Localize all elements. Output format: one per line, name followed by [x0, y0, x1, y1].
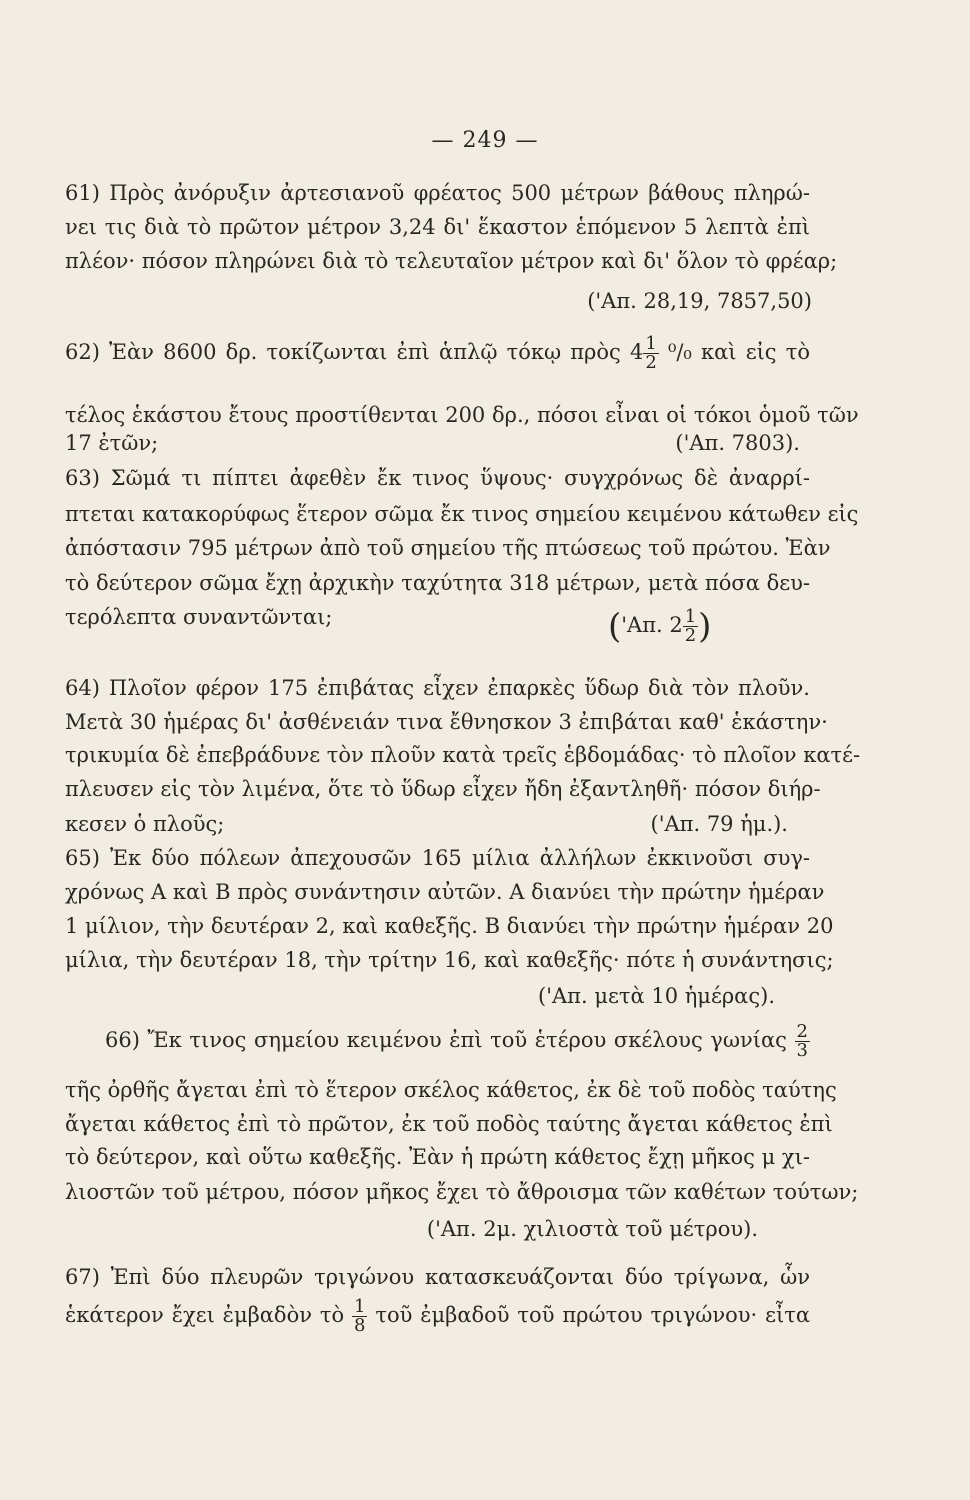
fraction-denominator: 2 — [684, 625, 697, 646]
problem-65-line-3: 1 μίλιον, τὴν δευτέραν 2, καὶ καθεξῆς. Β διανύει τὴν πρώτην ἡμέραν 20 — [65, 914, 834, 938]
problem-66-line-4: τὸ δεύτερον, καὶ οὕτω καθεξῆς. Ἐὰν ἡ πρώτη κάθετος ἔχῃ μῆκος μ χι- — [65, 1145, 810, 1169]
problem-67-line-1: 67) Ἐπὶ δύο πλευρῶν τριγώνου κατασκευάζονται δύο τρίγωνα, ὧν — [65, 1265, 810, 1289]
problem-62-line-1 — [65, 335, 810, 372]
problem-66-line-5: λιοστῶν τοῦ μέτρου, πόσον μῆκος ἔχει τὸ ἄθροισμα τῶν καθέτων τούτων; — [65, 1180, 859, 1204]
problem-61-line-1: 61) Πρὸς ἀνόρυξιν ἀρτεσιανοῦ φρέατος 500 μέτρων βάθους πληρώ- — [65, 181, 810, 205]
problem-65-answer: ('Απ. μετὰ 10 ἡμέρας). — [538, 984, 775, 1008]
problem-67-line-2 — [65, 1298, 810, 1335]
fraction-denominator: 8 — [354, 1315, 366, 1336]
problem-63-fraction — [683, 608, 698, 645]
problem-66-line-2: τῆς ὀρθῆς ἄγεται ἐπὶ τὸ ἕτερον σκέλος κάθετος, ἐκ δὲ τοῦ ποδὸς ταύτης — [65, 1078, 837, 1102]
problem-64-line-2: Μετὰ 30 ἡμέρας δι' ἀσθένειάν τινα ἔθνησκον 3 ἐπιβάται καθ' ἑκάστην· — [65, 710, 828, 734]
problem-62-answer: ('Απ. 7803). — [675, 431, 800, 455]
problem-67-line-2-text-a: ἑκάτερον ἔχει ἐμβαδὸν τὸ — [65, 1303, 345, 1327]
problem-63-line-4: τὸ δεύτερον σῶμα ἔχῃ ἀρχικὴν ταχύτητα 318 μέτρων, μετὰ πόσα δευ- — [65, 571, 810, 595]
problem-62-fraction — [643, 335, 658, 372]
page-number: — 249 — — [431, 128, 539, 153]
problem-62-line-1-text-b: ⁰/₀ καὶ εἰς τὸ — [667, 340, 810, 364]
fraction-numerator: 2 — [796, 1021, 808, 1042]
problem-64-line-3: τρικυμία δὲ ἐπεβράδυνε τὸν πλοῦν κατὰ τρεῖς ἑβδομάδας· τὸ πλοῖον κατέ- — [65, 743, 861, 767]
problem-66-answer: ('Απ. 2μ. χιλιοστὰ τοῦ μέτρου). — [426, 1217, 758, 1241]
problem-64-answer: ('Απ. 79 ἡμ.). — [650, 812, 788, 836]
problem-66-fraction — [795, 1023, 810, 1060]
problem-66-line-3: ἄγεται κάθετος ἐπὶ τὸ πρῶτον, ἐκ τοῦ ποδὸς ταύτης ἄγεται κάθετος ἐπὶ — [65, 1112, 833, 1136]
fraction-denominator: 2 — [645, 352, 657, 373]
problem-61-line-2: νει τις διὰ τὸ πρῶτον μέτρον 3,24 δι' ἕκαστον ἑπόμενον 5 λεπτὰ ἐπὶ — [65, 215, 810, 239]
problem-67-line-2-text-b: τοῦ ἐμβαδοῦ τοῦ πρώτου τριγώνου· εἶτα — [375, 1303, 811, 1327]
problem-63-line-3: ἀπόστασιν 795 μέτρων ἀπὸ τοῦ σημείου τῆς πτώσεως τοῦ πρώτου. Ἐὰν — [65, 536, 831, 560]
problem-61-answer: ('Απ. 28,19, 7857,50) — [587, 289, 812, 313]
problem-63-answer-text: 'Απ. 2 — [621, 613, 683, 637]
problem-62-line-1-text-a: 62) Ἐὰν 8600 δρ. τοκίζωνται ἐπὶ ἁπλῷ τόκῳ πρὸς 4 — [65, 340, 644, 364]
problem-66-line-1-text: 66) Ἔκ τινος σημείου κειμένου ἐπὶ τοῦ ἑτέρου σκέλους γωνίας — [105, 1028, 787, 1052]
fraction-numerator: 1 — [684, 606, 697, 627]
problem-67-fraction — [352, 1298, 367, 1335]
problem-63-line-1: 63) Σῶμά τι πίπτει ἀφεθὲν ἔκ τινος ὕψους· συγχρόνως δὲ ἀναρρί- — [65, 466, 810, 490]
fraction-denominator: 3 — [796, 1040, 808, 1061]
problem-61-line-3: πλέον· πόσον πληρώνει διὰ τὸ τελευταῖον μέτρον καὶ δι' ὅλον τὸ φρέαρ; — [65, 249, 838, 273]
problem-65-line-2: χρόνως Α καὶ Β πρὸς συνάντησιν αὐτῶν. Α διανύει τὴν πρώτην ἡμέραν — [65, 880, 825, 904]
problem-64-line-5: κεσεν ὁ πλοῦς; — [65, 812, 225, 836]
problem-65-line-4: μίλια, τὴν δευτέραν 18, τὴν τρίτην 16, καὶ καθεξῆς· πότε ἡ συνάντησις; — [65, 948, 834, 972]
fraction-numerator: 1 — [645, 333, 657, 354]
problem-63-answer: ('Απ. 2 $\frac{1}{2}$ ) — [608, 606, 712, 647]
problem-65-line-1: 65) Ἐκ δύο πόλεων ἀπεχουσῶν 165 μίλια ἀλλήλων ἐκκινοῦσι συγ- — [65, 846, 810, 870]
problem-66-line-1 — [105, 1023, 810, 1060]
problem-64-line-1: 64) Πλοῖον φέρον 175 ἐπιβάτας εἶχεν ἐπαρκὲς ὕδωρ διὰ τὸν πλοῦν. — [65, 676, 810, 700]
problem-63-line-2: πτεται κατακορύφως ἕτερον σῶμα ἔκ τινος σημείου κειμένου κάτωθεν εἰς — [65, 502, 859, 526]
problem-64-line-4: πλευσεν εἰς τὸν λιμένα, ὅτε τὸ ὕδωρ εἶχεν ἤδη ἐξαντληθῆ· πόσον διήρ- — [65, 777, 821, 801]
problem-62-line-2: τέλος ἑκάστου ἔτους προστίθενται 200 δρ., πόσοι εἶναι οἱ τόκοι ὁμοῦ τῶν — [65, 403, 859, 427]
fraction-numerator: 1 — [354, 1296, 366, 1317]
problem-62-line-3: 17 ἐτῶν; — [65, 431, 159, 455]
problem-63-line-5: τερόλεπτα συναντῶνται; — [65, 605, 333, 629]
